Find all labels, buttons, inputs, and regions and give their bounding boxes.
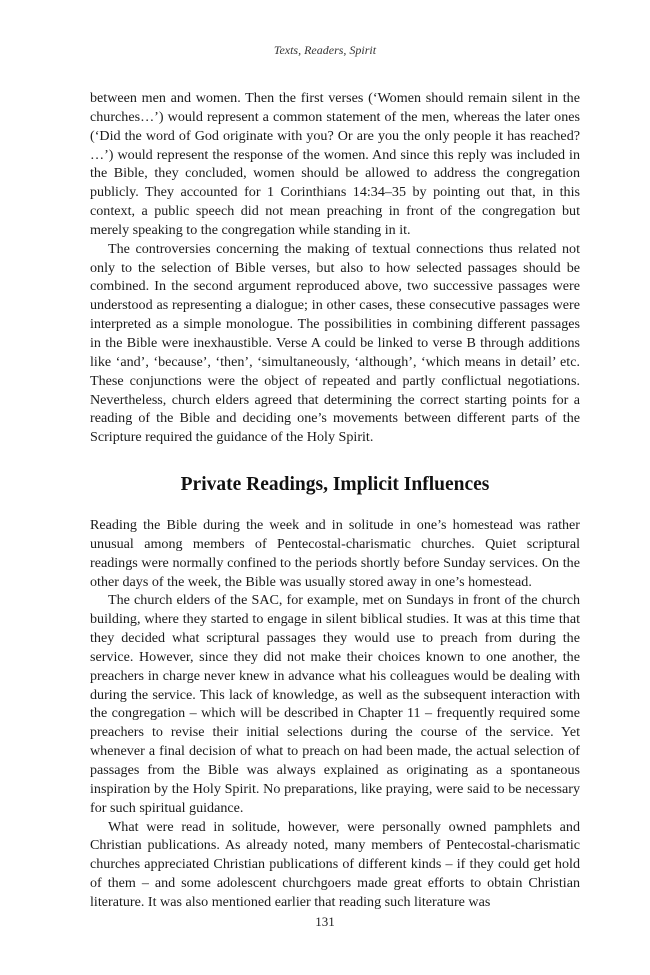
- page-number: 131: [315, 914, 335, 929]
- paragraph: The controversies concerning the making of textual connections thus related not only to the selection of Bible verses, but also to how selected passages should be combined. In the second argument reproduced above, two successive passages were understood as representing a dialogue; in other cases, these consecutive passages were interpreted as a simple monologue. The possibilities in combining different passages in the Bible were inexhaustible. Verse A could be linked to verse B through additions like ‘and’, ‘because’, ‘then’, ‘simultaneously, ‘although’, ‘which means in detail’ etc. These conjunctions were the object of repeated and partly conflictual negotiations. Nevertheless, church elders agreed that determining the correct starting points for a reading of the Bible and deciding one’s movements between different parts of the Scripture required the guidance of the Holy Spirit.: [90, 240, 580, 446]
- paragraph: The church elders of the SAC, for example, met on Sundays in front of the church building, where they started to engage in silent biblical studies. It was at this time that they decided what scriptural passages they would use to preach from during the service. However, since they did not make their choices known to one another, the preachers in charge never knew in advance what his colleagues would be dealing with during the service. This lack of knowledge, as well as the subsequent interaction with the congregation – which will be described in Chapter 11 – frequently required some preachers to revise their initial selections during the course of the service. Yet whenever a final decision of what to preach on had been made, the actual selection of passages from the Bible was always explained as originating as a spontaneous inspiration by the Holy Spirit. No preparations, like praying, were said to be necessary for such spiritual guidance.: [90, 592, 580, 816]
- paragraph: Reading the Bible during the week and in solitude in one’s homestead was rather unusual among members of Pentecostal-charismatic churches. Quiet scriptural readings were normally confined to the periods shortly before Sunday services. On the other days of the week, the Bible was usually stored away in one’s homestead.: [90, 517, 580, 590]
- body-text: [90, 89, 580, 912]
- running-head: Texts, Readers, Spirit: [273, 43, 377, 57]
- paragraph: What were read in solitude, however, were personally owned pamphlets and Christian publications. As already noted, many members of Pentecostal-charismatic churches appreciated Christian publications of different kinds – if they could get hold of them – and some adolescent churchgoers made great efforts to obtain Christian literature. It was also mentioned earlier that reading such literature was: [90, 818, 580, 910]
- section-heading: Private Readings, Implicit Influences: [180, 474, 490, 496]
- paragraph: between men and women. Then the first verses (‘Women should remain silent in the churches…’) would represent a common statement of the men, whereas the later ones (‘Did the word of God originate with you? Or are you the only people it has reached? …’) would represent the response of the women. And since this reply was included in the Bible, they concluded, women should be allowed to address the congregation publicly. They accounted for 1 Corinthians 14:34–35 by pointing out that, in this context, a public speech did not mean preaching in front of the congregation but merely speaking to the congregation while standing in it.: [90, 90, 580, 238]
